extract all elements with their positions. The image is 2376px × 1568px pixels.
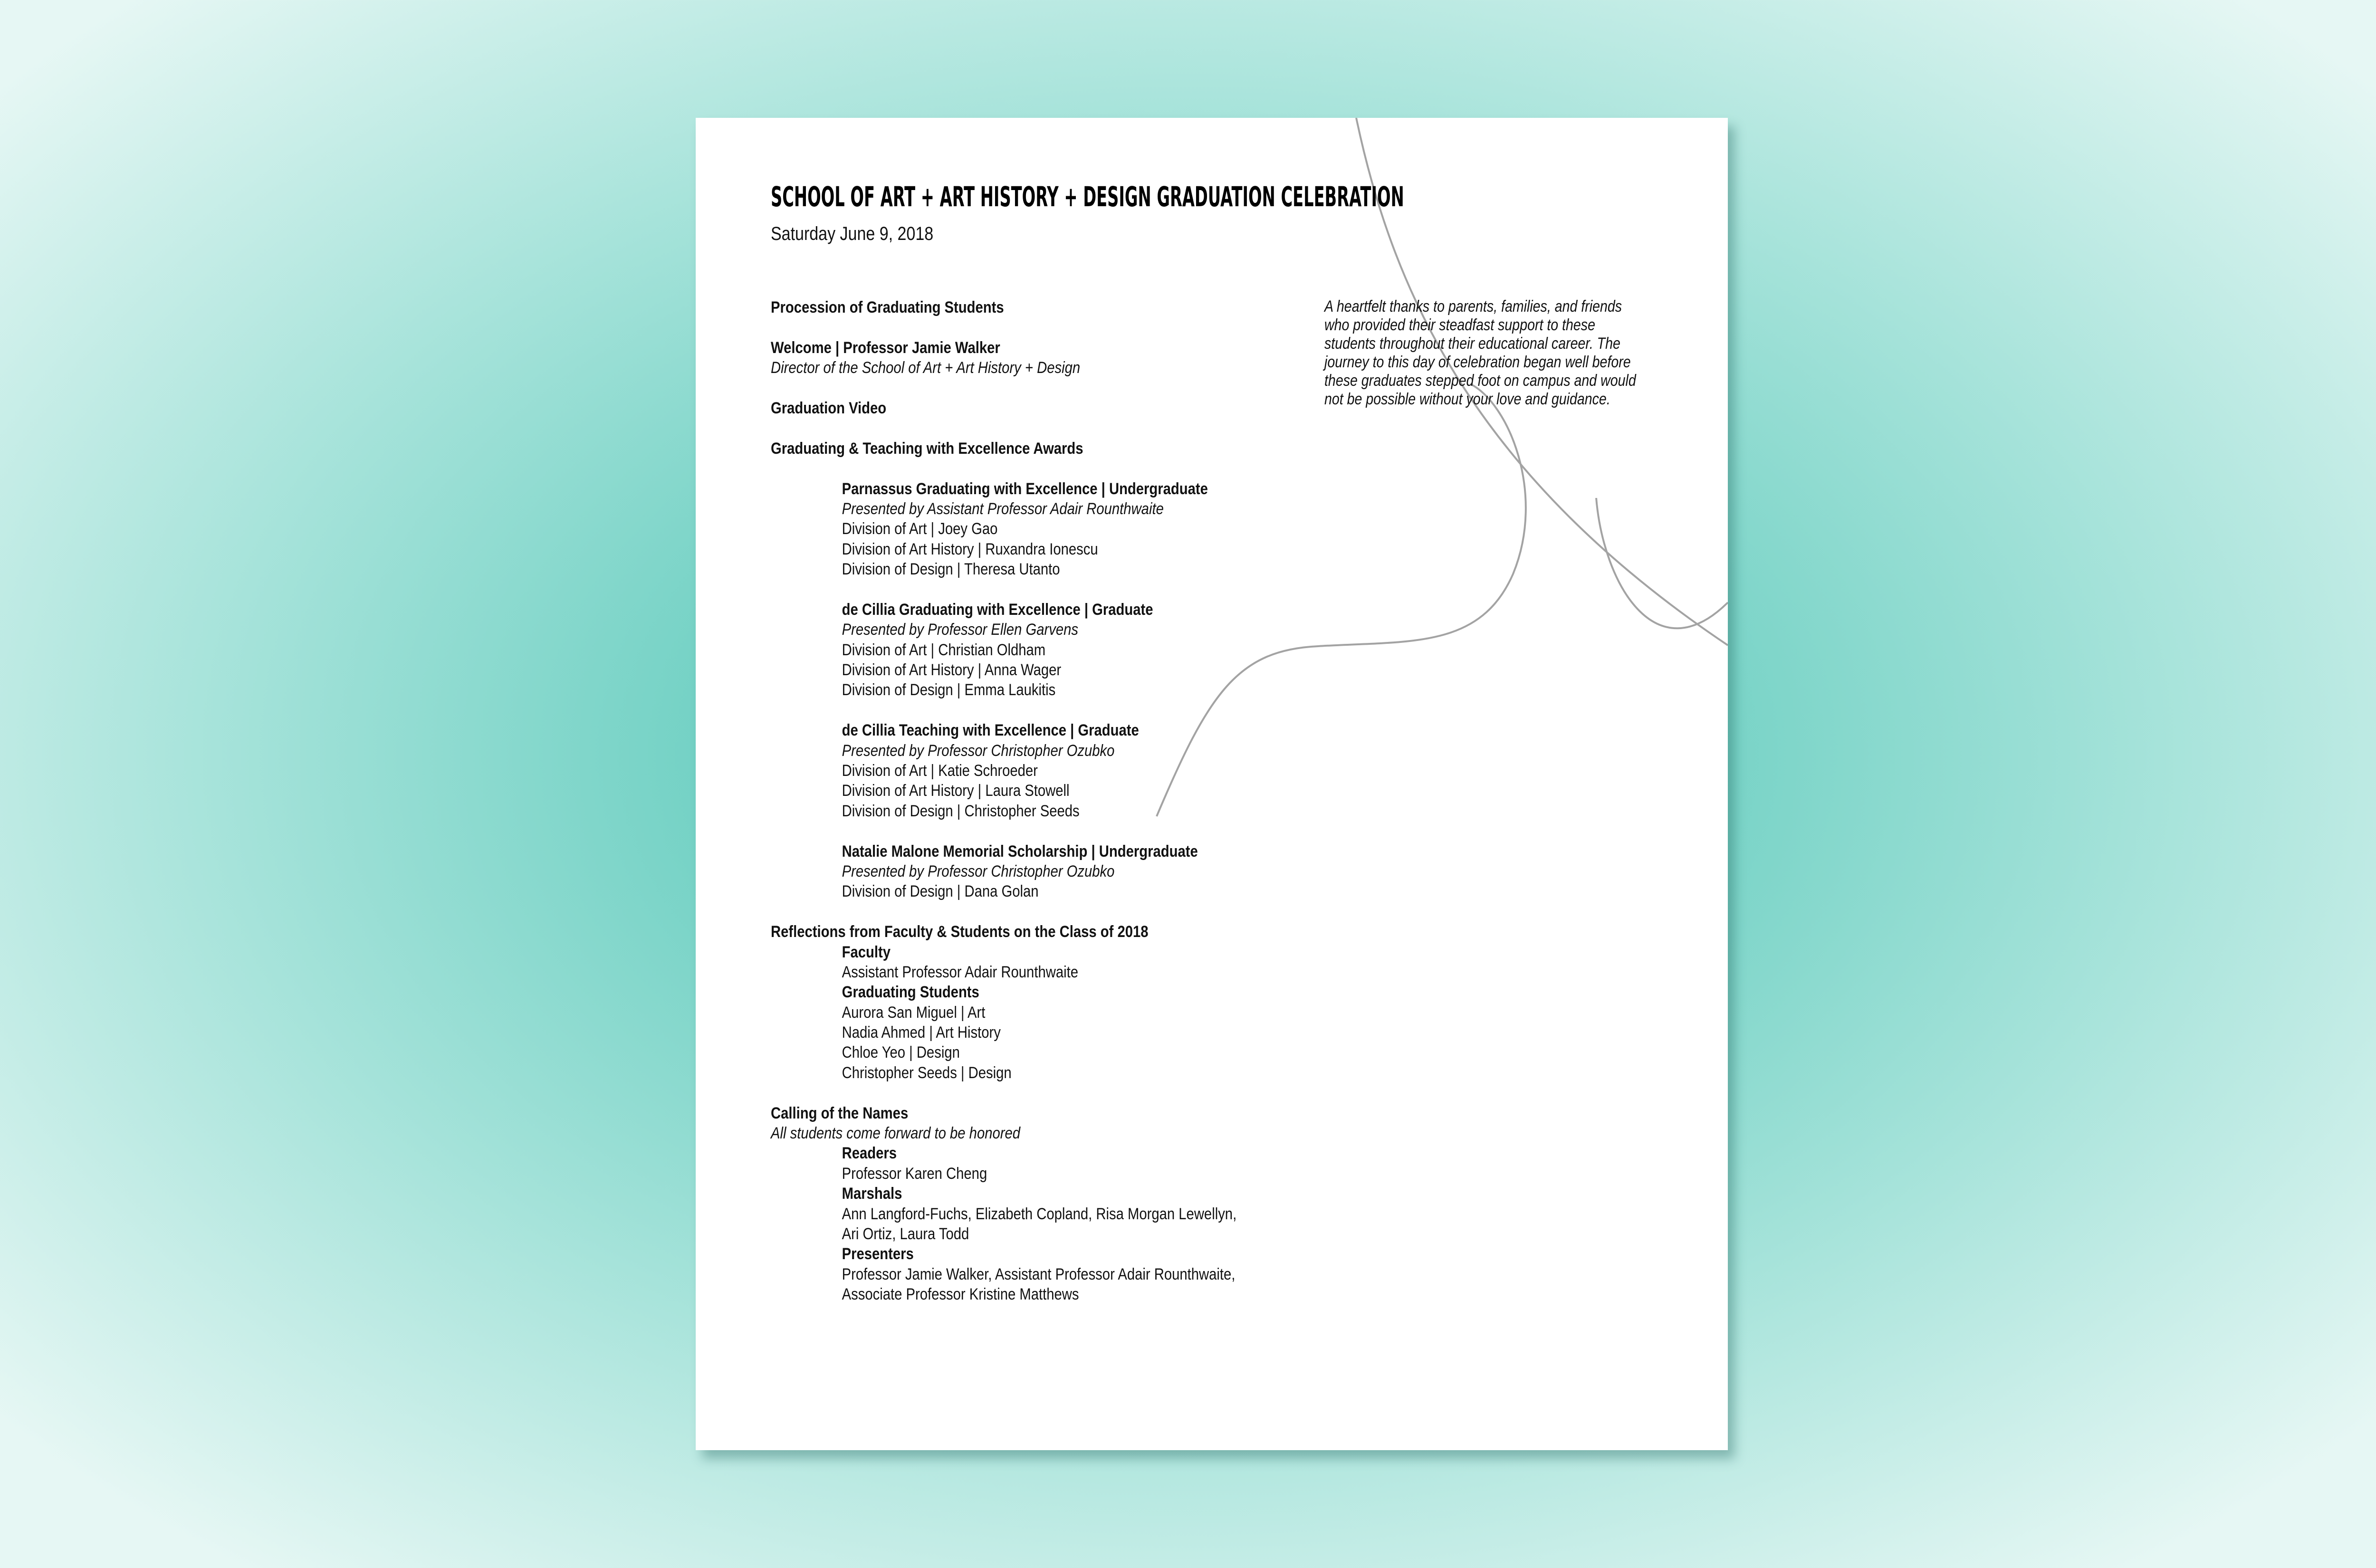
- marshals-names: Ari Ortiz, Laura Todd: [842, 1224, 969, 1243]
- award-title: Parnassus Graduating with Excellence | Undergraduate: [842, 479, 1208, 498]
- names-heading: Calling of the Names: [771, 1104, 909, 1122]
- page-title: SCHOOL OF ART + ART HISTORY + DESIGN GRADUATION CELEBRATION: [771, 181, 1404, 213]
- award-presenter: Presented by Professor Christopher Ozubko: [842, 741, 1115, 760]
- presenters-names: Associate Professor Kristine Matthews: [842, 1285, 1079, 1304]
- faculty-label: Faculty: [842, 943, 891, 961]
- welcome-subtitle: Director of the School of Art + Art History + Design: [771, 359, 1081, 377]
- thanks-line: students throughout their educational career. The: [1324, 335, 1620, 353]
- award-recipient: Division of Art | Christian Oldham: [842, 641, 1046, 659]
- welcome-heading: Welcome | Professor Jamie Walker: [771, 338, 1000, 357]
- student-speaker: Christopher Seeds | Design: [842, 1063, 1012, 1082]
- award-presenter: Presented by Professor Christopher Ozubko: [842, 862, 1115, 880]
- marshals-names: Ann Langford-Fuchs, Elizabeth Copland, Risa Morgan Lewellyn,: [842, 1205, 1237, 1223]
- award-title: de Cillia Graduating with Excellence | Graduate: [842, 600, 1153, 619]
- award-recipient: Division of Art History | Anna Wager: [842, 661, 1062, 679]
- video-heading: Graduation Video: [771, 399, 887, 417]
- faculty-speaker: Assistant Professor Adair Rounthwaite: [842, 963, 1078, 981]
- thanks-line: who provided their steadfast support to these: [1324, 316, 1595, 334]
- awards-heading: Graduating & Teaching with Excellence Awards: [771, 439, 1083, 458]
- presenters-label: Presenters: [842, 1245, 914, 1263]
- thanks-line: A heartfelt thanks to parents, families, and friends: [1324, 297, 1622, 316]
- readers-label: Readers: [842, 1144, 897, 1163]
- event-date: Saturday June 9, 2018: [771, 223, 934, 244]
- procession-heading: Procession of Graduating Students: [771, 298, 1004, 316]
- students-label: Graduating Students: [842, 983, 979, 1002]
- thanks-line: these graduates stepped foot on campus and would: [1324, 372, 1636, 390]
- award-title: de Cillia Teaching with Excellence | Graduate: [842, 721, 1139, 740]
- award-recipient: Division of Design | Dana Golan: [842, 882, 1039, 901]
- reflections-heading: Reflections from Faculty & Students on the Class of 2018: [771, 923, 1149, 941]
- presenters-names: Professor Jamie Walker, Assistant Professor Adair Rounthwaite,: [842, 1265, 1236, 1283]
- reader-name: Professor Karen Cheng: [842, 1164, 987, 1183]
- award-presenter: Presented by Professor Ellen Garvens: [842, 621, 1078, 639]
- award-presenter: Presented by Assistant Professor Adair Rounthwaite: [842, 499, 1164, 518]
- award-title: Natalie Malone Memorial Scholarship | Undergraduate: [842, 842, 1198, 860]
- award-recipient: Division of Design | Emma Laukitis: [842, 681, 1056, 699]
- thanks-line: journey to this day of celebration began well before: [1324, 353, 1631, 371]
- award-recipient: Division of Art History | Ruxandra Ionescu: [842, 540, 1098, 558]
- thanks-note: [1324, 297, 1686, 409]
- program-list: [771, 297, 1389, 1305]
- thanks-line: not be possible without your love and guidance.: [1324, 390, 1610, 408]
- award-recipient: Division of Art | Katie Schroeder: [842, 761, 1038, 780]
- student-speaker: Nadia Ahmed | Art History: [842, 1023, 1001, 1042]
- award-recipient: Division of Art | Joey Gao: [842, 520, 998, 538]
- award-recipient: Division of Design | Theresa Utanto: [842, 560, 1060, 579]
- marshals-label: Marshals: [842, 1185, 902, 1203]
- student-speaker: Aurora San Miguel | Art: [842, 1003, 986, 1022]
- names-subtitle: All students come forward to be honored: [771, 1124, 1021, 1143]
- curve-loop: [1596, 498, 1728, 628]
- award-recipient: Division of Design | Christopher Seeds: [842, 802, 1080, 820]
- award-recipient: Division of Art History | Laura Stowell: [842, 782, 1070, 800]
- program-page: [696, 118, 1728, 1450]
- student-speaker: Chloe Yeo | Design: [842, 1043, 960, 1062]
